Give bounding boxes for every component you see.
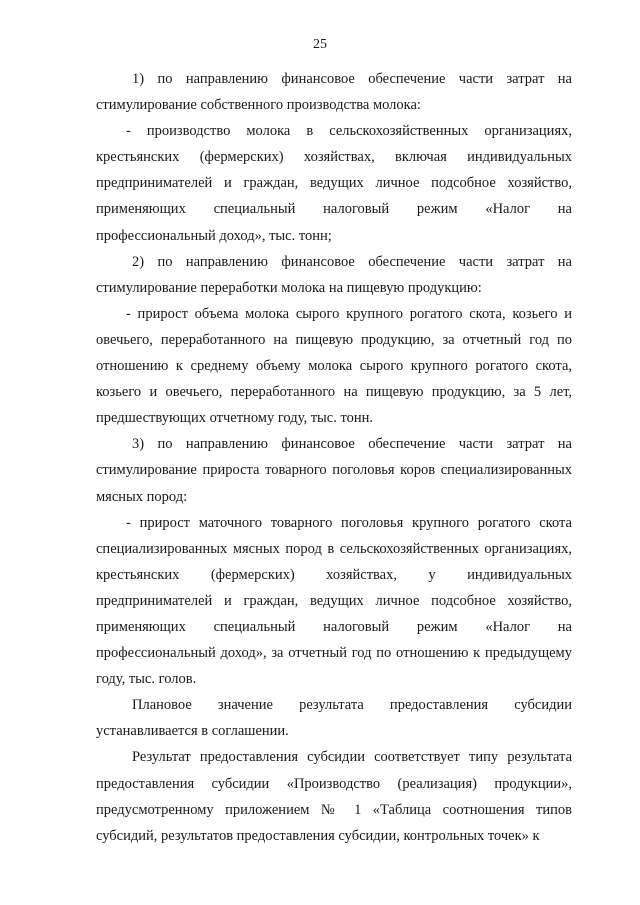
paragraph-milk-production-direction: 1) по направлению финансовое обеспечение части затрат на стимулирование собственного производства молока: <box>96 71 572 114</box>
paragraph-result-type: Результат предоставления субсидии соответствует типу результата предоставления субсидии «Производство (реализация) продукции», предусмотренному приложением № 1 «Таблица соотношения типов субсидий, результатов предоставления субсидии, контрольных точек» к <box>96 749 572 844</box>
page-number: 25 <box>313 37 327 52</box>
paragraph-planned-value: Плановое значение результата предоставления субсидии устанавливается в соглашении. <box>96 697 572 740</box>
paragraph-milk-processing-direction: 2) по направлению финансовое обеспечение части затрат на стимулирование переработки молока на пищевую продукцию: <box>96 253 572 296</box>
paragraph-milk-production-indicator: - производство молока в сельскохозяйственных организациях, крестьянских (фермерских) хозяйствах, включая индивидуальных предпринимателей и граждан, ведущих личное подсобное хозяйство, применяющих специальный налоговый режим «Налог на профессиональный доход», тыс. тонн; <box>96 123 572 244</box>
paragraph-beef-cattle-direction: 3) по направлению финансовое обеспечение части затрат на стимулирование прироста товарного поголовья коров специализированных мясных пород: <box>96 436 572 505</box>
paragraph-beef-cattle-indicator: - прирост маточного товарного поголовья крупного рогатого скота специализированных мясных пород в сельскохозяйственных организациях, крестьянских (фермерских) хозяйствах, у индивидуальных предпринимателей и граждан, ведущих личное подсобное хозяйство, применяющих специальный налоговый режим «Налог на профессиональный доход», за отчетный год по отношению к предыдущему году, тыс. голов. <box>96 514 572 688</box>
paragraph-milk-processing-indicator: - прирост объема молока сырого крупного рогатого скота, козьего и овечьего, переработанного на пищевую продукцию, за отчетный год по отношению к среднему объему молока сырого крупного рогатого скота, козьего и овечьего, переработанного на пищевую продукцию, за 5 лет, предшествующих отчетному году, тыс. тонн. <box>96 305 572 427</box>
document-body <box>96 66 572 849</box>
